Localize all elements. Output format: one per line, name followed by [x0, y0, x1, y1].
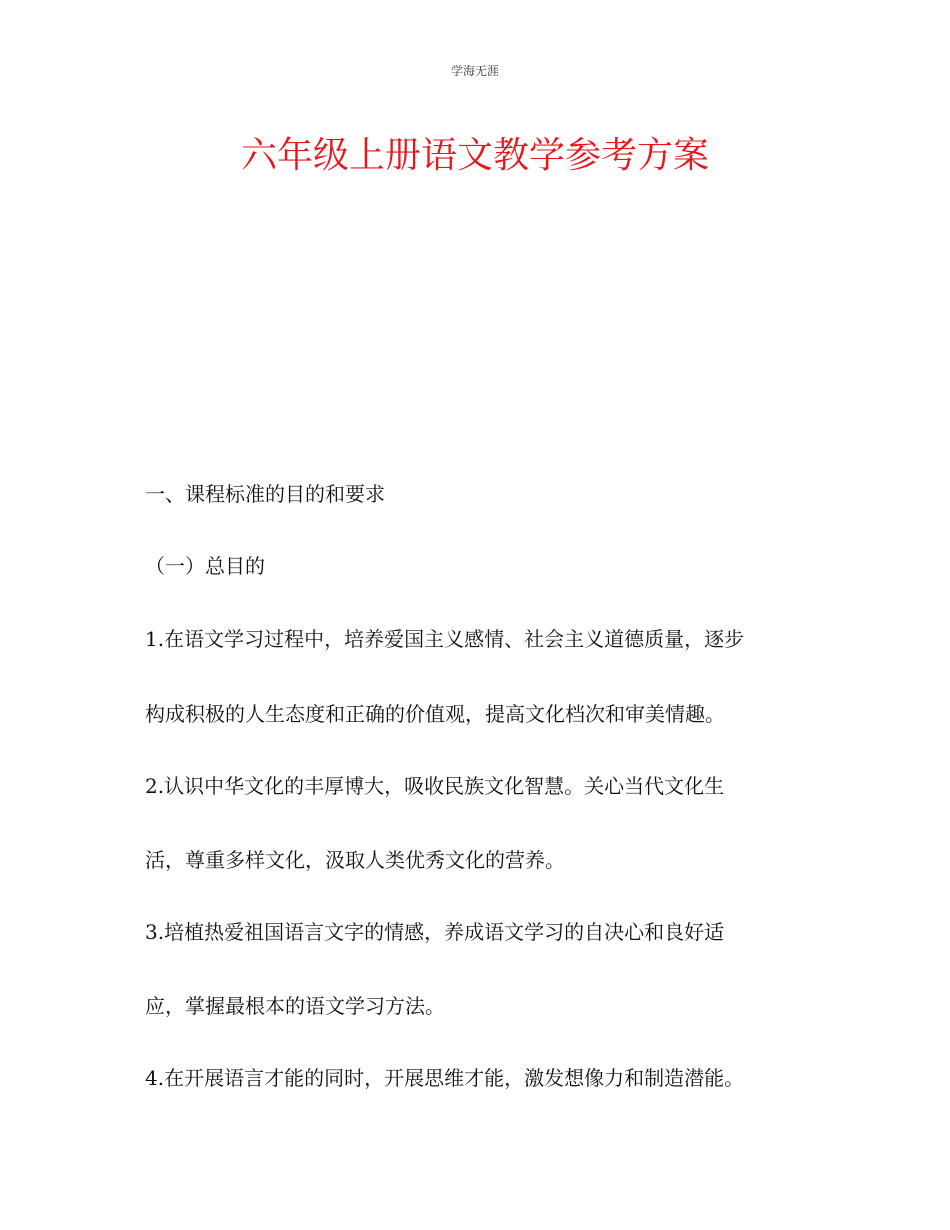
paragraph-line: 2.认识中华文化的丰厚博大，吸收民族文化智慧。关心当代文化生	[145, 774, 725, 798]
document-title: 六年级上册语文教学参考方案	[240, 135, 709, 176]
paragraph-line: 活，尊重多样文化，汲取人类优秀文化的营养。	[145, 848, 565, 872]
paragraph-line: 构成积极的人生态度和正确的价值观，提高文化档次和审美情趣。	[145, 702, 725, 726]
paragraph-line: 3.培植热爱祖国语言文字的情感，养成语文学习的自决心和良好适	[145, 920, 725, 944]
section-heading: 一、课程标准的目的和要求	[145, 482, 385, 506]
paragraph-line: 应，掌握最根本的语文学习方法。	[145, 994, 445, 1018]
subsection-heading: （一）总目的	[145, 554, 265, 578]
paragraph-line: 4.在开展语言才能的同时，开展思维才能，激发想像力和制造潜能。	[145, 1066, 745, 1090]
paragraph-line: 1.在语文学习过程中，培养爱国主义感情、社会主义道德质量，逐步	[145, 627, 745, 651]
page-header: 学海无涯	[450, 64, 499, 78]
